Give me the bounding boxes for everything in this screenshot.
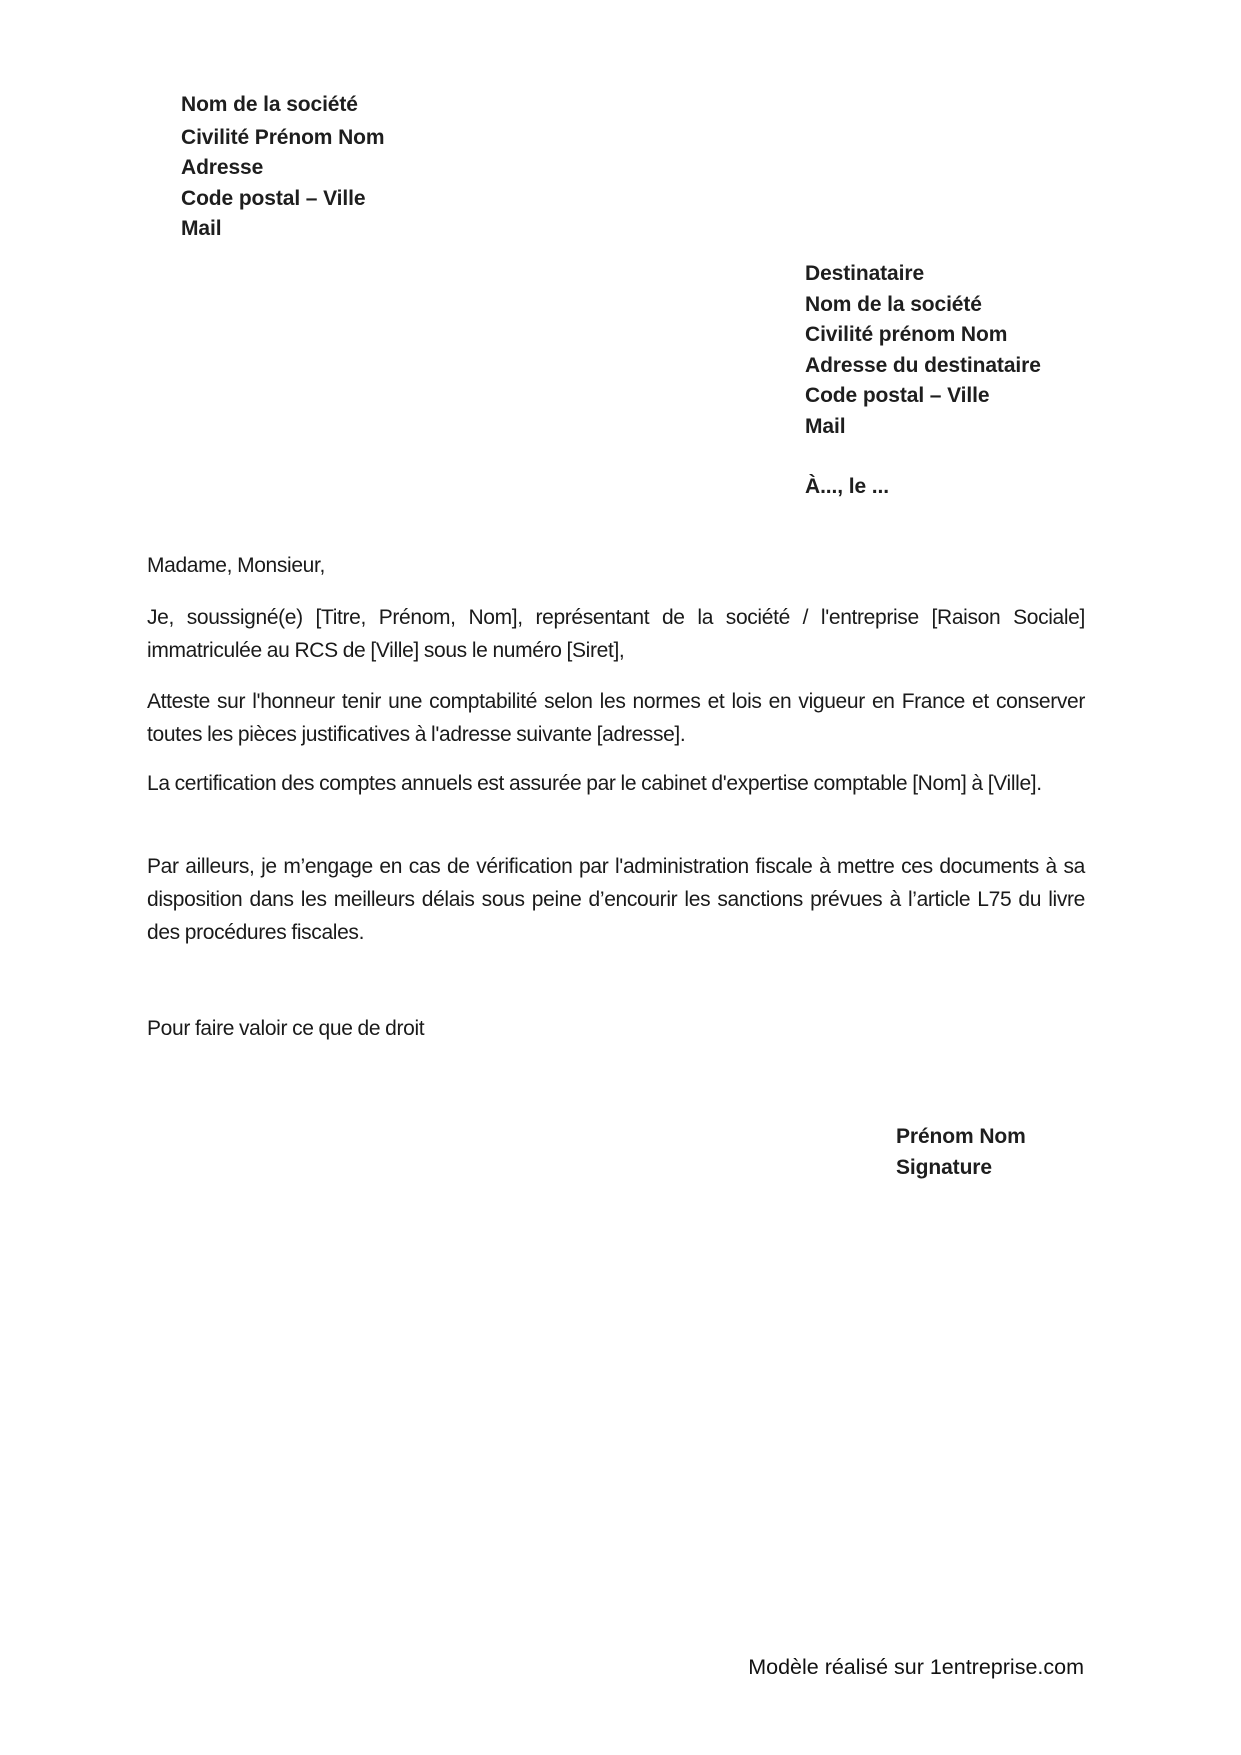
sender-address: Adresse <box>181 156 264 179</box>
recipient-address: Adresse du destinataire <box>805 353 1041 377</box>
footer-credit: Modèle réalisé sur 1entreprise.com <box>748 1655 1084 1679</box>
paragraph-certification: La certification des comptes annuels est assurée par le cabinet d'expertise comptable [Nom] à [Ville]. <box>147 772 1042 795</box>
salutation: Madame, Monsieur, <box>147 554 325 577</box>
recipient-company-name: Nom de la société <box>805 292 982 316</box>
recipient-full-name: Civilité prénom Nom <box>805 323 1008 346</box>
signature-block <box>896 1122 1026 1183</box>
sender-full-name: Civilité Prénom Nom <box>181 125 385 149</box>
sender-mail: Mail <box>181 217 222 240</box>
sender-postal-city: Code postal – Ville <box>181 186 366 210</box>
sender-address-block <box>181 90 384 245</box>
paragraph-declarant: Je, soussigné(e) [Titre, Prénom, Nom], représentant de la société / l'entreprise [Raison Sociale] immatriculée au RCS de [Ville] sous le numéro [Siret], <box>147 606 1085 662</box>
signature-label: Signature <box>896 1155 992 1179</box>
recipient-label: Destinataire <box>805 262 925 285</box>
place-date-line: À..., le ... <box>805 475 889 498</box>
signatory-name: Prénom Nom <box>896 1125 1026 1148</box>
recipient-mail: Mail <box>805 414 846 438</box>
paragraph-engagement: Par ailleurs, je m’engage en cas de vérification par l'administration fiscale à mettre ces documents à sa disposition dans les meilleurs délais sous peine d’encourir les sanctions prévues à l’article L75 du livre des procédures fiscales. <box>147 855 1085 944</box>
paragraph-attestation: Atteste sur l'honneur tenir une comptabilité selon les normes et lois en vigueur en France et conserver toutes les pièces justificatives à l'adresse suivante [adresse]. <box>147 690 1085 746</box>
closing-formula: Pour faire valoir ce que de droit <box>147 1017 425 1040</box>
recipient-postal-city: Code postal – Ville <box>805 384 990 407</box>
recipient-address-block <box>805 259 1041 442</box>
sender-company-name: Nom de la société <box>181 93 358 116</box>
